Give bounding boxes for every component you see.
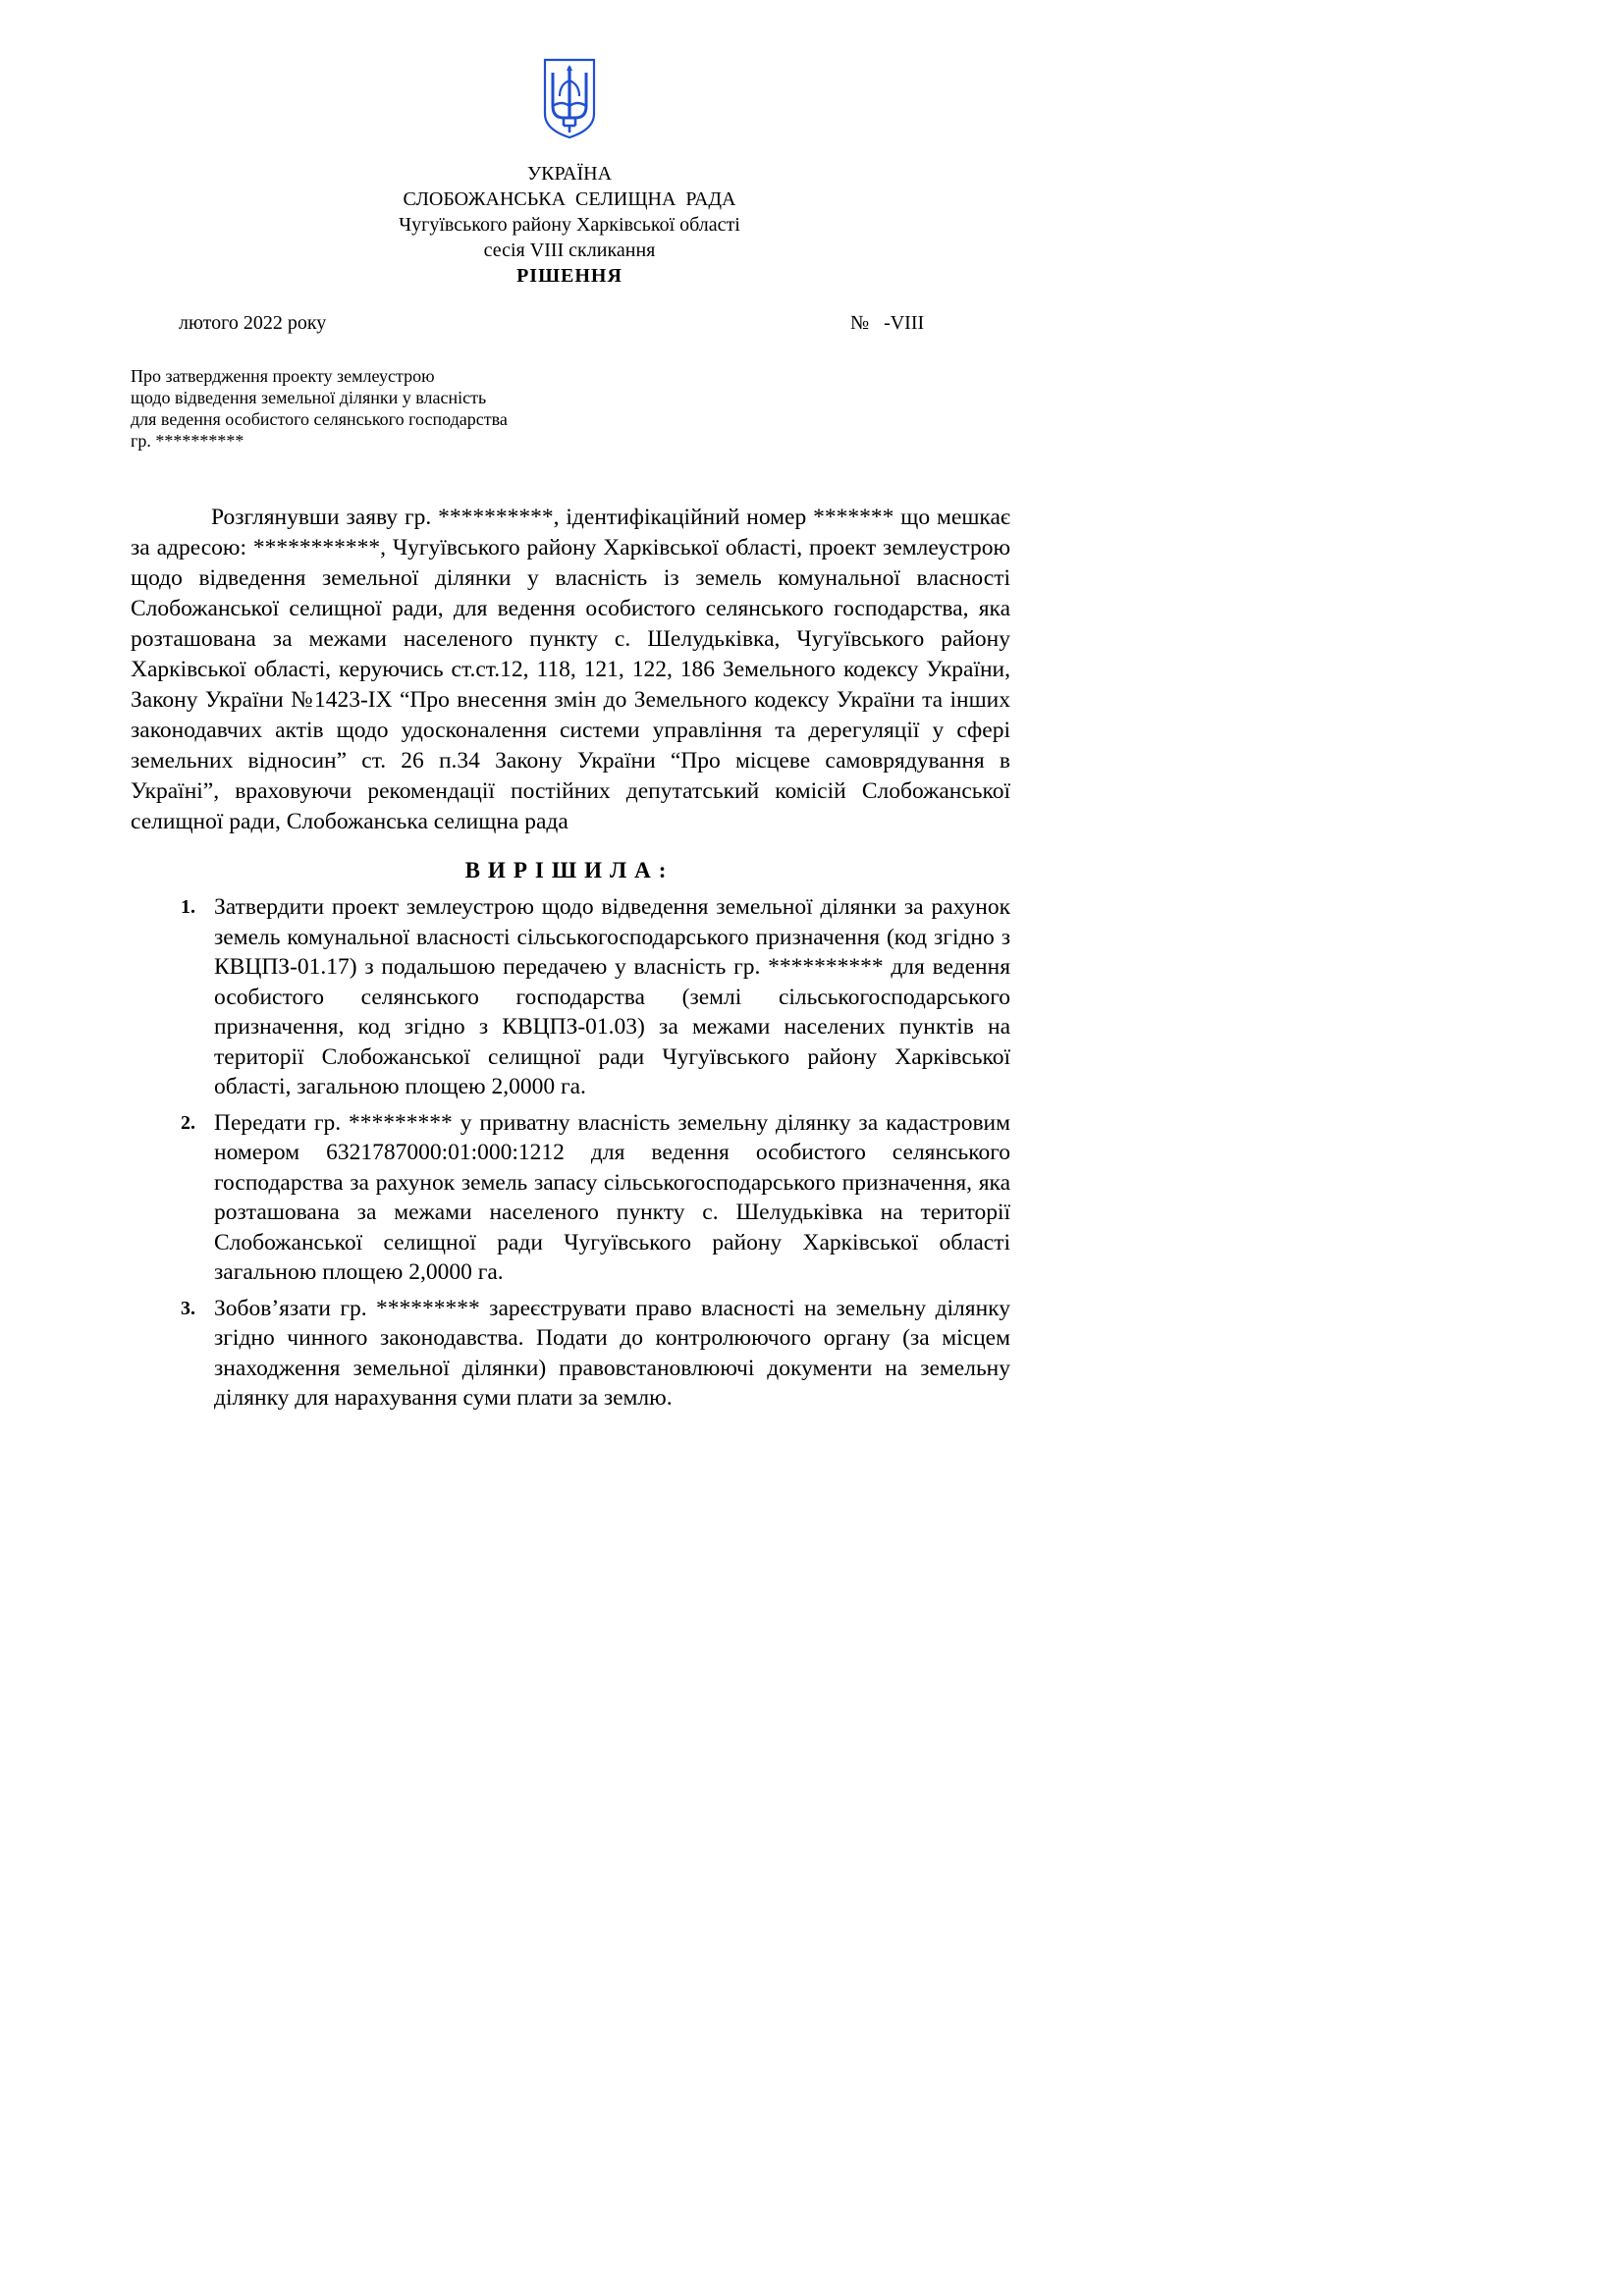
decision-number: № -VIII (850, 312, 925, 334)
preamble-paragraph: Розглянувши заяву гр. **********, ідентифікаційний номер ******* що мешкає за адресою: ***********, Чугуївського району Харківської області, проект землеустрою щодо відведення земельної ділянки у власність із земель комунальної власності Слобожанської селищної ради, для ведення особистого селянського господарства, яка розташована за межами населеного пункту с. Шелудьківка, Чугуївського району Харківської області, керуючись ст.ст.12, 118, 121, 122, 186 Земельного кодексу України, Закону України №1423-IX “Про внесення змін до Земельного кодексу України та інших законодавчих актів щодо удосконалення системи управління та дерегуляції у сфері земельних відносин” ст. 26 п.34 Закону України “Про місцеве самоврядування в Україні”, враховуючи рекомендації постійних депутатський комісій Слобожанської селищної ради, Слобожанська селищна рада (131, 505, 1010, 834)
item-number: 1. (181, 896, 195, 918)
item-text: Зобов’язати гр. ********* зареєструвати право власності на земельну ділянку згідно чинного законодавства. Подати до контролюючого органу (за місцем знаходження земельної ділянки) правовстановлюючі документи на земельну ділянку для нарахування суми плати за землю. (214, 1295, 1010, 1411)
subject-line: щодо відведення земельної ділянки у власність (131, 388, 487, 407)
decision-item (179, 1294, 1010, 1414)
subject-line: гр. ********** (131, 431, 244, 451)
session-label: сесія VIII скликання (483, 240, 656, 261)
subject-line: для ведення особистого селянського господарства (131, 409, 508, 429)
document-header (0, 161, 1139, 289)
decided-heading: ВИРІШИЛА: (464, 858, 675, 882)
item-number: 2. (181, 1111, 195, 1134)
decision-items (179, 892, 1010, 1419)
decision-item (179, 892, 1010, 1102)
district-name: Чугуївського району Харківської області (399, 214, 740, 236)
document-title: РІШЕННЯ (516, 265, 623, 287)
decision-date: лютого 2022 року (179, 312, 327, 334)
decision-item (179, 1108, 1010, 1288)
document-page (0, 0, 1080, 1527)
subject-line: Про затвердження проекту землеустрою (131, 366, 435, 386)
trident-coat-of-arms-icon (542, 57, 597, 139)
item-text: Передати гр. ********* у приватну власність земельну ділянку за кадастровим номером 6321787000:01:000:1212 для ведення особистого селянського господарства за рахунок земель запасу сільськогосподарського призначення, яка розташована за межами населеного пункту с. Шелудьківка на території Слобожанської селищної ради Чугуївського району Харківської області загальною площею 2,0000 га. (214, 1109, 1010, 1285)
item-number: 3. (181, 1297, 195, 1319)
council-name: СЛОБОЖАНСЬКА СЕЛИЩНА РАДА (403, 188, 736, 210)
decision-subject (131, 365, 508, 452)
country-name: УКРАЇНА (526, 163, 613, 185)
item-text: Затвердити проект землеустрою щодо відведення земельної ділянки за рахунок земель комунальної власності сільськогосподарського призначення (код згідно з КВЦПЗ-01.17) з подальшою передачею у власність гр. ********** для ведення особистого селянського господарства (землі сільськогосподарського призначення, код згідно з КВЦПЗ-01.03) за межами населених пунктів на території Слобожанської селищної ради Чугуївського району Харківської області, загальною площею 2,0000 га. (214, 894, 1010, 1099)
